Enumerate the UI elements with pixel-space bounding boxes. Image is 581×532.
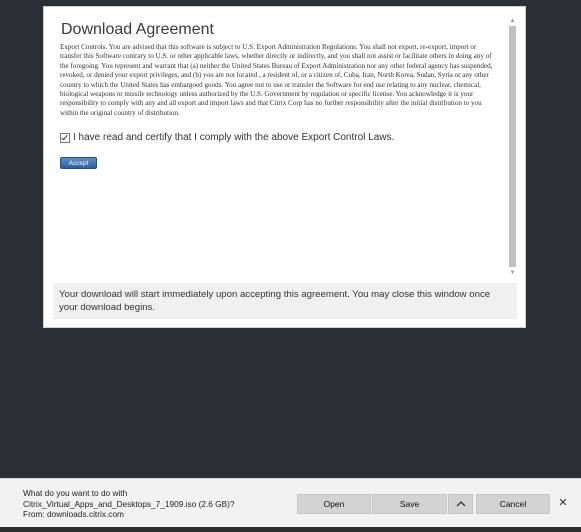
- certify-label: I have read and certify that I comply with the above Export Control Laws.: [73, 132, 395, 143]
- download-agreement-dialog: [43, 6, 526, 328]
- vertical-scrollbar[interactable]: [508, 17, 517, 277]
- cancel-button[interactable]: Cancel: [476, 494, 550, 514]
- export-control-text: Export Controls. You are advised that this software is subject to U.S. Export Administration Regulations. You shall not export, re-export, import or transfer this Software contrary to U.S. or other applicable laws, whether directly or indirectly, and you shall not assist or facilitate others in doing any of the foregoing. You represent and warrant that (a) neither the United States Bureau of Export Administration nor any other federal agency has suspended, revoked, or denied your export privileges, and (b) you are not located , a resident of, or a citizen of, Cuba, Iran, North Korea, Sudan, Syria or any other country to which the United States has embargoed goods. You agree not to use or transfer the Software for end use relating to any nuclear, chemical, biological weapons or missile technology unless authorized by the U.S. Government by regulation or specific license. You acknowledge it is your responsibility to comply with any and all export and import laws and that Citrix Corp has no further responsibility after the initial distribution to you within the original country of distribution.: [60, 43, 493, 117]
- download-source: From: downloads.citrix.com: [23, 509, 124, 519]
- download-filename: Citrix_Virtual_Apps_and_Desktops_7_1909.iso (2.6 GB)?: [23, 498, 235, 509]
- agreement-content: [44, 7, 506, 281]
- certify-row[interactable]: [60, 132, 394, 143]
- download-notice: Your download will start immediately upon accepting this agreement. You may close this window once your download begins.: [53, 283, 517, 319]
- open-button[interactable]: Open: [297, 494, 371, 514]
- chevron-up-icon: [456, 501, 466, 507]
- scroll-thumb[interactable]: [509, 26, 516, 267]
- dialog-title: Download Agreement: [61, 21, 214, 38]
- certify-checkbox[interactable]: [60, 133, 70, 143]
- download-question: What do you want to do with: [23, 488, 128, 498]
- close-icon[interactable]: ✕: [558, 497, 568, 509]
- scroll-down-icon[interactable]: ▼: [509, 270, 516, 276]
- accept-button[interactable]: Accept: [60, 157, 97, 169]
- browser-download-bar: [0, 478, 581, 532]
- download-prompt: [23, 488, 235, 520]
- save-button[interactable]: Save: [372, 494, 447, 514]
- scroll-up-icon[interactable]: ▲: [509, 18, 516, 24]
- save-options-button[interactable]: [448, 494, 473, 514]
- taskbar: [0, 527, 581, 532]
